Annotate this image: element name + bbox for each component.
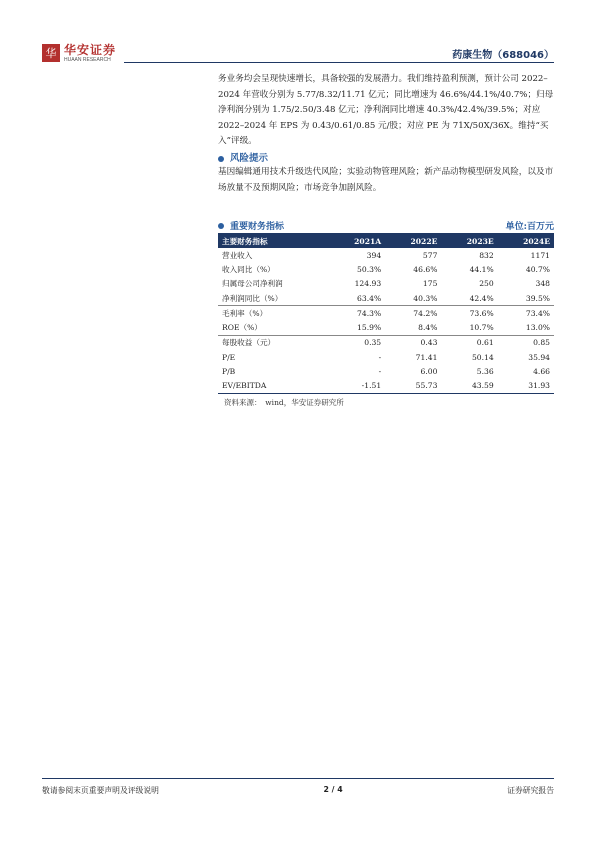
table-cell: 55.73	[385, 379, 441, 394]
table-cell: 44.1%	[469, 264, 494, 274]
table-cell: 43.59	[441, 379, 497, 394]
table-row	[218, 350, 554, 364]
row-label: P/B	[222, 367, 236, 377]
page-header	[42, 44, 554, 72]
page-number: 2 / 4	[323, 785, 343, 794]
financials-unit: 单位:百万元	[505, 221, 554, 232]
risk-paragraph: 基因编辑通用技术升级迭代风险；实验动物管理风险；新产品动物模型研发风险，以及市场放量不及预期风险；市场竞争加剧风险。	[218, 167, 554, 193]
table-cell: 0.61	[476, 338, 494, 348]
table-row	[218, 248, 554, 262]
column-header: 2022E	[410, 236, 438, 246]
table-cell: 4.66	[533, 367, 550, 377]
table-cell: 832	[479, 250, 494, 260]
row-label: 净利润同比（%）	[218, 291, 329, 306]
table-cell: 73.6%	[469, 308, 494, 318]
financials-table	[218, 234, 554, 394]
table-row	[218, 291, 554, 306]
table-cell: 39.5%	[498, 291, 554, 306]
table-cell: 250	[479, 279, 494, 289]
huaan-logo	[42, 44, 116, 64]
table-cell: 6.00	[420, 367, 438, 377]
row-label: P/E	[222, 352, 236, 362]
row-label: EV/EBITDA	[218, 379, 329, 394]
table-header-row	[218, 234, 554, 248]
financials-title	[218, 219, 284, 232]
table-cell: 0.85	[533, 338, 550, 348]
financials-title-label: 重要财务指标	[230, 221, 285, 232]
logo-name: 华安证券	[64, 43, 117, 57]
row-label: 毛利率（%）	[222, 308, 268, 318]
table-cell: 40.3%	[385, 291, 441, 306]
table-cell: 46.6%	[413, 264, 438, 274]
table-cell: 1171	[530, 250, 550, 260]
table-source-note: 资料来源： wind，华安证券研究所	[224, 397, 344, 407]
table-cell: 74.2%	[413, 308, 438, 318]
table-cell: 15.9%	[329, 320, 385, 335]
financials-section	[218, 217, 554, 408]
footer-disclaimer: 敬请参阅末页重要声明及评级说明	[42, 786, 159, 795]
table-cell: 394	[366, 250, 382, 260]
row-label: ROE（%）	[218, 320, 329, 335]
row-label: 收入同比（%）	[222, 264, 275, 274]
table-cell: 5.36	[476, 367, 494, 377]
table-cell: 175	[422, 279, 438, 289]
table-cell: 10.7%	[441, 320, 497, 335]
logo-seal-icon: 华	[42, 44, 60, 62]
bullet-icon	[218, 223, 224, 229]
page-footer	[42, 778, 554, 796]
table-cell: 13.0%	[498, 320, 554, 335]
table-cell: 50.14	[471, 352, 494, 362]
table-cell: 348	[535, 279, 550, 289]
column-header: 2023E	[466, 236, 494, 246]
table-cell: 71.41	[415, 352, 438, 362]
company-title: 药康生物（688046）	[452, 50, 554, 61]
table-cell: -1.51	[329, 379, 385, 394]
footer-divider	[42, 778, 554, 779]
table-cell: 124.93	[354, 279, 382, 289]
table-row	[218, 262, 554, 276]
table-cell: 577	[422, 250, 438, 260]
table-cell: 31.93	[498, 379, 554, 394]
table-cell: 35.94	[528, 352, 550, 362]
table-cell: 40.7%	[525, 264, 550, 274]
column-header: 主要财务指标	[222, 236, 268, 246]
table-row	[218, 320, 554, 335]
risk-heading	[218, 150, 268, 164]
table-cell: -	[378, 352, 382, 362]
forecast-paragraph: 务业务均会呈现快速增长，具备较强的发展潜力。我们维持盈利预测，预计公司 2022–2024 年营收分别为 5.77/8.32/11.71 亿元；同比增速为 46.6%/44.1%/40.7%；归母净利润分别为 1.75/2.50/3.48 亿元；净利润同比增速 40.3%/42.4%/39.5%；对应 2022–2024 年 EPS 为 0.43/0.61/0.85 元/股；对应 PE 为 71X/50X/36X。维持“买入”评级。	[218, 74, 554, 146]
table-row	[218, 379, 554, 394]
table-cell: 50.3%	[357, 264, 382, 274]
row-label: 归属母公司净利润	[222, 279, 283, 289]
row-label: 营业收入	[222, 250, 253, 260]
table-cell: 73.4%	[525, 308, 550, 318]
table-cell: 74.3%	[357, 308, 382, 318]
table-row	[218, 364, 554, 378]
table-row	[218, 277, 554, 291]
row-label: 每股收益（元）	[222, 338, 276, 348]
risk-heading-label: 风险提示	[230, 153, 269, 164]
logo-subtitle: HUAAN RESEARCH	[64, 57, 111, 63]
table-cell: 0.43	[420, 338, 438, 348]
header-divider	[124, 62, 554, 63]
table-row	[218, 335, 554, 350]
bullet-icon	[218, 156, 224, 162]
table-cell: 63.4%	[329, 291, 385, 306]
footer-report-type: 证券研究报告	[507, 786, 554, 795]
table-cell: 0.35	[364, 338, 382, 348]
table-cell: 8.4%	[385, 320, 441, 335]
table-row	[218, 306, 554, 321]
table-cell: -	[378, 367, 382, 377]
column-header: 2021A	[354, 236, 382, 246]
table-cell: 42.4%	[441, 291, 497, 306]
column-header: 2024E	[523, 236, 550, 246]
